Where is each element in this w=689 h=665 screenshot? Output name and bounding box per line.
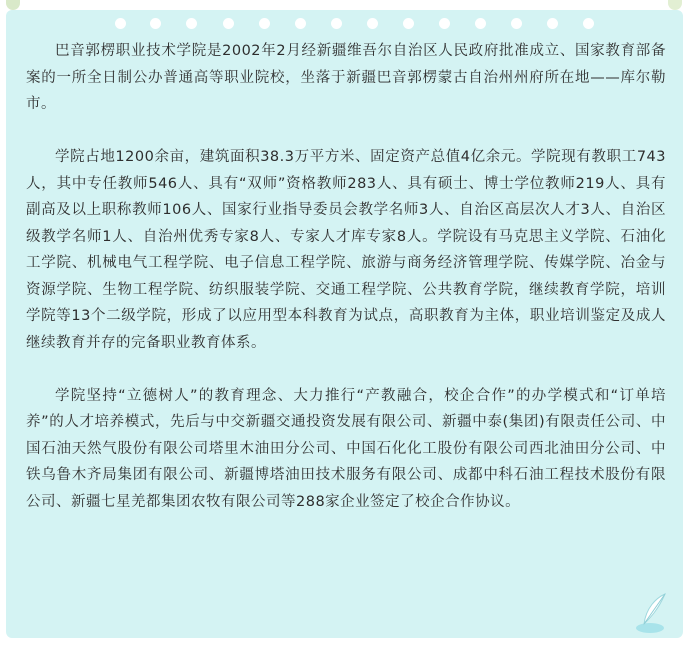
dot-decoration	[547, 18, 558, 29]
dot-decoration	[403, 18, 414, 29]
dot-decoration	[583, 18, 594, 29]
paragraph-intro: 巴音郭楞职业技术学院是2002年2月经新疆维吾尔自治区人民政府批准成立、国家教育部备案的一所全日制公办普通高等职业院校，坐落于新疆巴音郭楞蒙古自治州州府所在地——库尔勒市。	[26, 43, 666, 112]
dot-decoration	[259, 18, 270, 29]
dot-decoration	[115, 18, 126, 29]
dot-decoration	[150, 18, 161, 29]
dot-decoration	[511, 18, 522, 29]
top-strip	[0, 0, 689, 8]
dot-border	[6, 18, 683, 32]
corner-leaf-decoration	[6, 0, 20, 10]
dot-decoration	[223, 18, 234, 29]
article-card	[6, 10, 683, 638]
dot-decoration	[331, 18, 342, 29]
dot-decoration	[367, 18, 378, 29]
corner-leaf-decoration	[668, 0, 682, 10]
feather-quill-icon	[632, 590, 672, 635]
dot-decoration	[475, 18, 486, 29]
dot-decoration	[186, 18, 197, 29]
paragraph-cooperation: 学院坚持“立德树人”的教育理念、大力推行“产教融合，校企合作”的办学模式和“订单培养”的人才培养模式，先后与中交新疆交通投资发展有限公司、新疆中泰(集团)有限责任公司、中国石油天然气股份有限公司塔里木油田分公司、中国石化化工股份有限公司西北油田分公司、中铁乌鲁木齐局集团有限公司、新疆博塔油田技术服务有限公司、成都中科石油工程技术股份有限公司、新疆七星羌都集团农牧有限公司等288家企业签定了校企合作协议。	[26, 387, 666, 510]
dot-decoration	[295, 18, 306, 29]
dot-decoration	[439, 18, 450, 29]
paragraph-staff-and-colleges: 学院占地1200余亩，建筑面积38.3万平方米、固定资产总值4亿余元。学院现有教职工743人，其中专任教师546人、具有“双师”资格教师283人、具有硕士、博士学位教师219人、具有副高及以上职称教师106人、国家行业指导委员会教学名师3人、自治区高层次人才3人、自治区级教学名师1人、自治州优秀专家8人、专家人才库专家8人。学院设有马克思主义学院、石油化工学院、机械电气工程学院、电子信息工程学院、旅游与商务经济管理学院、传媒学院、冶金与资源学院、生物工程学院、纺织服装学院、交通工程学院、公共教育学院，继续教育学院，培训学院等13个二级学院，形成了以应用型本科教育为试点，高职教育为主体，职业培训鉴定及成人继续教育并存的完备职业教育体系。	[26, 149, 666, 351]
article-body	[26, 38, 666, 515]
